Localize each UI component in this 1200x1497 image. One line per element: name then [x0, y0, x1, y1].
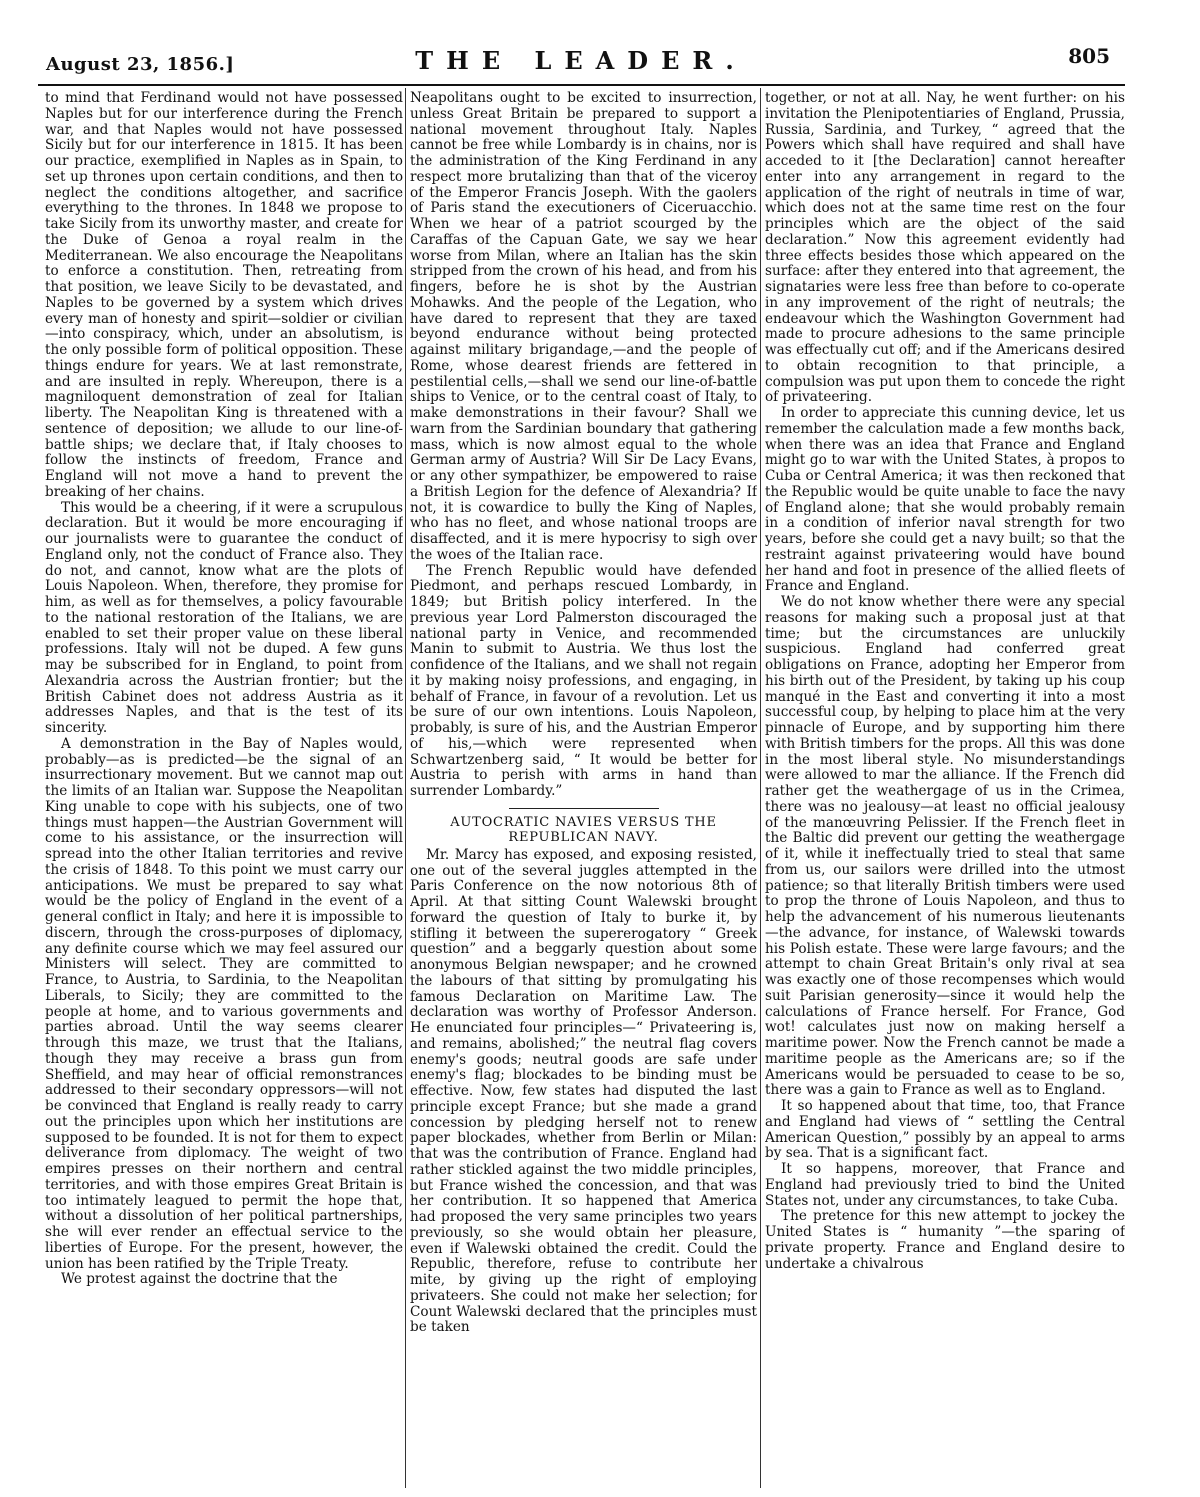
issue-date: August 23, 1856.] — [46, 54, 235, 75]
paragraph: It so happens, moreover, that France and England had previously tried to bind the United States not, under any circumstances, to take Cuba. — [765, 1161, 1125, 1209]
column-2 — [410, 91, 757, 1487]
section-rule — [509, 808, 659, 809]
paragraph: It so happened about that time, too, that France and England had views of “ settling the Central American Question,” possibly by an appeal to arms by sea. That is a significant fact. — [765, 1098, 1125, 1162]
masthead-rule — [38, 84, 1125, 86]
paragraph: This would be a cheering, if it were a scrupulous declaration. But it would be more encouraging if our journalists were to guarantee the conduct of England only, not the conduct of France also. They do not, and cannot, know what are the plots of Louis Napoleon. When, therefore, they promise for him, as well as for themselves, a policy favourable to the national restoration of the Italians, we are enabled to set their proper value on these liberal professions. Italy will not be duped. A few guns may be subscribed for in England, to point from Alexandria across the Austrian frontier; but the British Cabinet does not address Austria as it addresses Naples, and that is the test of its sincerity. — [45, 499, 403, 736]
paragraph: to mind that Ferdinand would not have possessed Naples but for our interference during the French war, and that Naples would not have possessed Sicily but for our interference in 1815. It has been our practice, exemplified in Naples as in Spain, to set up thrones upon certain conditions, and then to neglect the conditions altogether, and sacrifice everything to the thrones. In 1848 we propose to take Sicily from its unworthy master, and create for the Duke of Genoa a royal realm in the Mediterranean. We also encourage the Neapolitans to enforce a constitution. Then, retreating from that position, we leave Sicily to be devastated, and Naples to be governed by a system which drives every man of honesty and spirit—soldier or civilian—into conspiracy, which, under an absolutism, is the only possible form of political opposition. These things endure for years. We at last remonstrate, and are insulted in reply. Whereupon, there is a magniloquent demonstration of zeal for Italian liberty. The Neapolitan King is threatened with a sentence of deposition; we allude to our line-of-battle ships; we declare that, if Italy chooses to follow the instincts of freedom, France and England will not move a hand to prevent the breaking of her chains. — [45, 91, 403, 500]
paragraph: In order to appreciate this cunning device, let us remember the calculation made a few months back, when there was an idea that France and England might go to war with the United States, à propos to Cuba or Central America; it was then reckoned that the Republic would be quite unable to face the navy of England alone; that she would probably remain in a condition of inferior naval strength for two years, before she could get a navy built; so that the restraint against privateering would have bound her hand and foot in presence of the allied fleets of France and England. — [765, 405, 1125, 595]
page-number: 805 — [1068, 44, 1110, 68]
paragraph: Mr. Marcy has exposed, and exposing resisted, one out of the several juggles attempted in the Paris Conference on the now notorious 8th of April. At that sitting Count Walewski brought forward the question of Italy to burke it, by stifling it between the supererogatory “ Greek question” and a beggarly question about some anonymous Belgian newspaper; and he crowned the labours of that sitting by promulgating his famous Declaration on Maritime Law. The declaration was worthy of Professor Anderson. He enunciated four principles—“ Privateering is, and remains, abolished;” the neutral flag covers enemy's goods; neutral goods are safe under enemy's flag; blockades to be binding must be effective. Now, few states had disputed the last principle except France; but she made a grand concession by pledging herself not to renew paper blockades, whether from Berlin or Milan: that was the contribution of France. England had rather stickled against the two middle principles, but France wished the concession, and that was her contribution. It so happened that America had proposed the very same principles two years previously, so she would obtain her pleasure, even if Walewski obtained the credit. Could the Republic, therefore, refuse to contribute her mite, by giving up the right of employing privateers. She could not make her selection; for Count Walewski declared that the principles must be taken — [410, 846, 757, 1336]
paragraph: The French Republic would have defended Piedmont, and perhaps rescued Lombardy, in 1849; but British policy interfered. In the previous year Lord Palmerston discouraged the national party in Venice, and recommended Manin to submit to Austria. We thus lost the confidence of the Italians, and we shall not regain it by making noisy professions, and engaging, in behalf of France, in favour of a revolution. Let us be sure of our own intentions. Louis Napoleon, probably, is sure of his, and the Austrian Emperor of his,—which were represented when Schwartzenberg said, “ It would be better for Austria to perish with arms in hand than surrender Lombardy.” — [410, 562, 757, 799]
masthead — [36, 34, 1126, 74]
paragraph: A demonstration in the Bay of Naples would, probably—as is predicted—be the signal of an insurrectionary movement. But we cannot map out the limits of an Italian war. Suppose the Neapolitan King unable to cope with his subjects, one of two things must happen—the Austrian Government will come to his assistance, or the insurrection will spread into the other Italian territories and revive the crisis of 1848. To this point we must carry our anticipations. We must be prepared to say what would be the policy of England in the event of a general conflict in Italy; and here it is impossible to discern, through the cross-purposes of diplomacy, any definite course which we may feel assured our Ministers will select. They are committed to France, to Austria, to Sardinia, to the Neapolitan Liberals, to Sicily; they are committed to the people at home, and to various governments and parties abroad. Until the way seems clearer through this maze, we trust that the Italians, though they may receive a brass gun from Sheffield, and may hear of official remonstrances addressed to their secondary oppressors—will not be convinced that England is really ready to carry out the principles upon which her institutions are supposed to be founded. It is not for them to expect deliverance from diplomacy. The weight of two empires presses on their northern and central territories, and with those empires Great Britain is too intimately leagued to permit the hope that, without a dissolution of her political partnerships, she will ever render an effectual service to the liberties of Europe. For the present, however, the union has been ratified by the Triple Treaty. — [45, 735, 403, 1272]
newspaper-title: THE LEADER. — [415, 46, 747, 75]
article-headline: AUTOCRATIC NAVIES VERSUS THE REPUBLICAN NAVY. — [450, 814, 717, 845]
paragraph: We protest against the doctrine that the — [61, 1271, 338, 1288]
paragraph: We do not know whether there were any special reasons for making such a proposal just at that time; but the circumstances are unluckily suspicious. England had conferred great obligations on France, adopting her Emperor from his birth out of the President, by taking up his coup manqué in the East and converting it into a most successful coup, by helping to place him at the very pinnacle of Europe, and by supporting him there with British timbers for the props. All this was done in the most liberal style. No misunderstandings were allowed to mar the alliance. If the French did rather get the weathergage of us in the Crimea, there was no jealousy—at least no official jealousy of the manœuvring Pelissier. If the French fleet in the Baltic did prevent our getting the weathergage of it, while it ineffectually tried to steal that same from us, our sailors were drilled into the utmost patience; so that literally British timbers were used to prop the throne of Louis Napoleon, and thus to help the advancement of his numerous lieutenants—the advance, for instance, of Walewski towards his Polish estate. These were large favours; and the attempt to chain Great Britain's only rival at sea was exactly one of those recompenses which would suit Parisian generosity—since it would help the calculations of France herself. For France, God wot! calculates just now on making herself a maritime power. Now the French cannot be made a maritime people as the Americans are; so if the Americans would be persuaded to cease to be so, there was a gain to France as well as to England. — [765, 594, 1125, 1099]
column-divider — [405, 88, 406, 1488]
column-divider — [760, 88, 761, 1488]
paragraph: The pretence for this new attempt to jockey the United States is “ humanity ”—the sparing of private property. France and England desire to undertake a chivalrous — [765, 1208, 1125, 1272]
paragraph: together, or not at all. Nay, he went further: on his invitation the Plenipotentiaries of England, Prussia, Russia, Sardinia, and Turkey, “ agreed that the Powers which shall have required and shall have acceded to it [the Declaration] cannot hereafter enter into any arrangement in regard to the application of the right of neutrals in time of war, which does not at the same time rest on the four principles which are the object of the said declaration.” Now this agreement evidently had three effects besides those which appeared on the surface: after they entered into that agreement, the signataries were less free than before to co-operate in any improvement of the right of neutrals; the endeavour which the Washington Government had made to procure adhesions to the same principle was effectually cut off; and if the Americans desired to obtain recognition to that principle, a compulsion was put upon them to concede the right of privateering. — [765, 91, 1125, 406]
column-1 — [45, 91, 403, 1487]
column-3 — [765, 91, 1125, 1487]
paragraph: Neapolitans ought to be excited to insurrection, unless Great Britain be prepared to support a national movement throughout Italy. Naples cannot be free while Lombardy is in chains, nor is the administration of the King Ferdinand in any respect more brutalizing than that of the viceroy of the Emperor Francis Joseph. With the gaolers of Paris stand the executioners of Ciceruacchio. When we hear of a patriot scourged by the Caraffas of the Capuan Gate, we say we hear worse from Milan, where an Italian has the skin stripped from the crown of his head, and from his fingers, before he is shot by the Austrian Mohawks. And the people of the Legation, who have dared to represent that they are taxed beyond endurance without being protected against military brigandage,—and the people of Rome, whose dearest friends are fettered in pestilential cells,—shall we send our line-of-battle ships to Venice, or to the central coast of Italy, to make demonstrations in their favour? Shall we warn from the Sardinian boundary that gathering mass, which is now almost equal to the whole German army of Austria? Will Sir De Lacy Evans, or any other sympathizer, be empowered to raise a British Legion for the defence of Alexandria? If not, it is cowardice to bully the King of Naples, who has no fleet, and whose national troops are disaffected, and it is mere hypocrisy to sigh over the woes of the Italian race. — [410, 91, 757, 563]
